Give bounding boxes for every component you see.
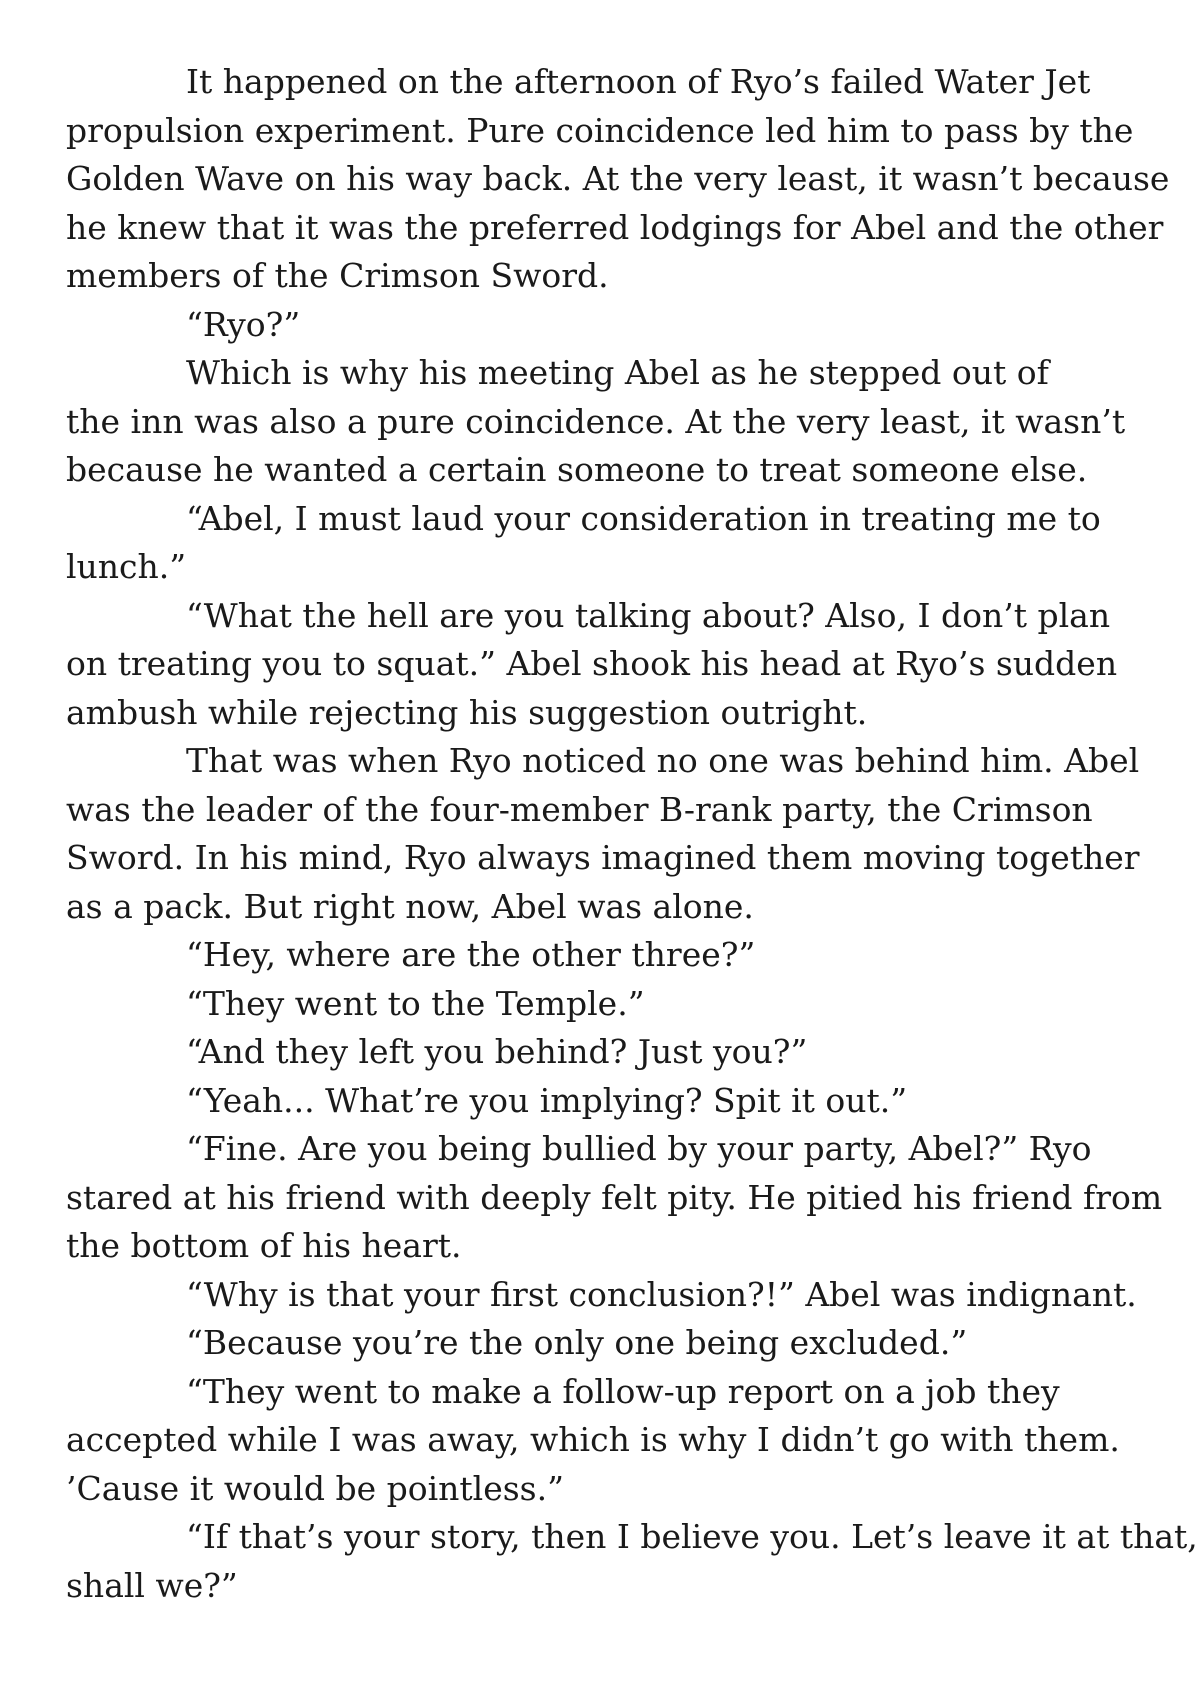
text-line: “Because you’re the only one being excluded.” — [186, 1323, 968, 1362]
text-line: ’Cause it would be pointless.” — [66, 1468, 564, 1508]
paragraph — [66, 980, 1146, 1029]
paragraph — [66, 1368, 1146, 1514]
paragraph — [66, 58, 1170, 301]
paragraph — [66, 495, 1146, 592]
paragraph — [66, 1028, 1146, 1077]
text-line: It happened on the afternoon of Ryo’s failed Water Jet — [186, 62, 1091, 101]
text-line: members of the Crimson Sword. — [66, 256, 609, 295]
text-line: accepted while I was away, which is why I didn’t go with them. — [66, 1420, 1120, 1459]
paragraph — [66, 1319, 1146, 1368]
text-line: he knew that it was the preferred lodgings for Abel and the other — [66, 207, 1164, 247]
text-line: was the leader of the four-member B-rank party, the Crimson — [66, 789, 1093, 829]
text-line: “Yeah... What’re you implying? Spit it out.” — [186, 1080, 908, 1120]
text-line: “Fine. Are you being bullied by your party, Abel?” Ryo — [186, 1129, 1092, 1168]
text-line: shall we?” — [66, 1565, 238, 1605]
text-line: “Ryo?” — [186, 304, 301, 344]
text-line: “And they left you behind? Just you?” — [186, 1032, 808, 1071]
text-line: stared at his friend with deeply felt pity. He pitied his friend from — [66, 1177, 1163, 1217]
paragraph — [66, 1125, 1163, 1271]
paragraph — [66, 931, 1146, 980]
text-line: “They went to make a follow-up report on a job they — [186, 1371, 1060, 1411]
paragraph — [66, 301, 1146, 350]
text-line: “They went to the Temple.” — [186, 983, 645, 1023]
text-line: Golden Wave on his way back. At the very least, it wasn’t because — [66, 159, 1170, 198]
paragraph — [66, 737, 1146, 931]
text-line: “What the hell are you talking about? Also, I don’t plan — [186, 595, 1111, 635]
paragraph — [66, 1077, 1146, 1126]
text-line: lunch.” — [66, 547, 187, 586]
text-line: the inn was also a pure coincidence. At the very least, it wasn’t — [66, 401, 1126, 441]
text-line: Which is why his meeting Abel as he stepped out of — [186, 353, 1049, 392]
text-line: the bottom of his heart. — [66, 1226, 462, 1265]
paragraph — [66, 1271, 1146, 1320]
text-line: “Abel, I must laud your consideration in treating me to — [186, 498, 1101, 538]
text-line: because he wanted a certain someone to treat someone else. — [66, 450, 1088, 489]
paragraph — [66, 349, 1146, 495]
text-line: as a pack. But right now, Abel was alone. — [66, 886, 754, 926]
paragraph — [66, 1513, 1198, 1610]
paragraph — [66, 592, 1146, 738]
page-body-text — [66, 58, 1198, 1610]
text-line: “Hey, where are the other three?” — [186, 935, 756, 974]
text-line: “If that’s your story, then I believe you. Let’s leave it at that, — [186, 1517, 1198, 1556]
text-line: Sword. In his mind, Ryo always imagined them moving together — [66, 838, 1140, 877]
text-line: ambush while rejecting his suggestion outright. — [66, 692, 868, 732]
text-line: propulsion experiment. Pure coincidence led him to pass by the — [66, 110, 1134, 150]
text-line: on treating you to squat.” Abel shook his head at Ryo’s sudden — [66, 644, 1118, 683]
text-line: “Why is that your first conclusion?!” Abel was indignant. — [186, 1274, 1137, 1314]
text-line: That was when Ryo noticed no one was behind him. Abel — [186, 741, 1140, 780]
